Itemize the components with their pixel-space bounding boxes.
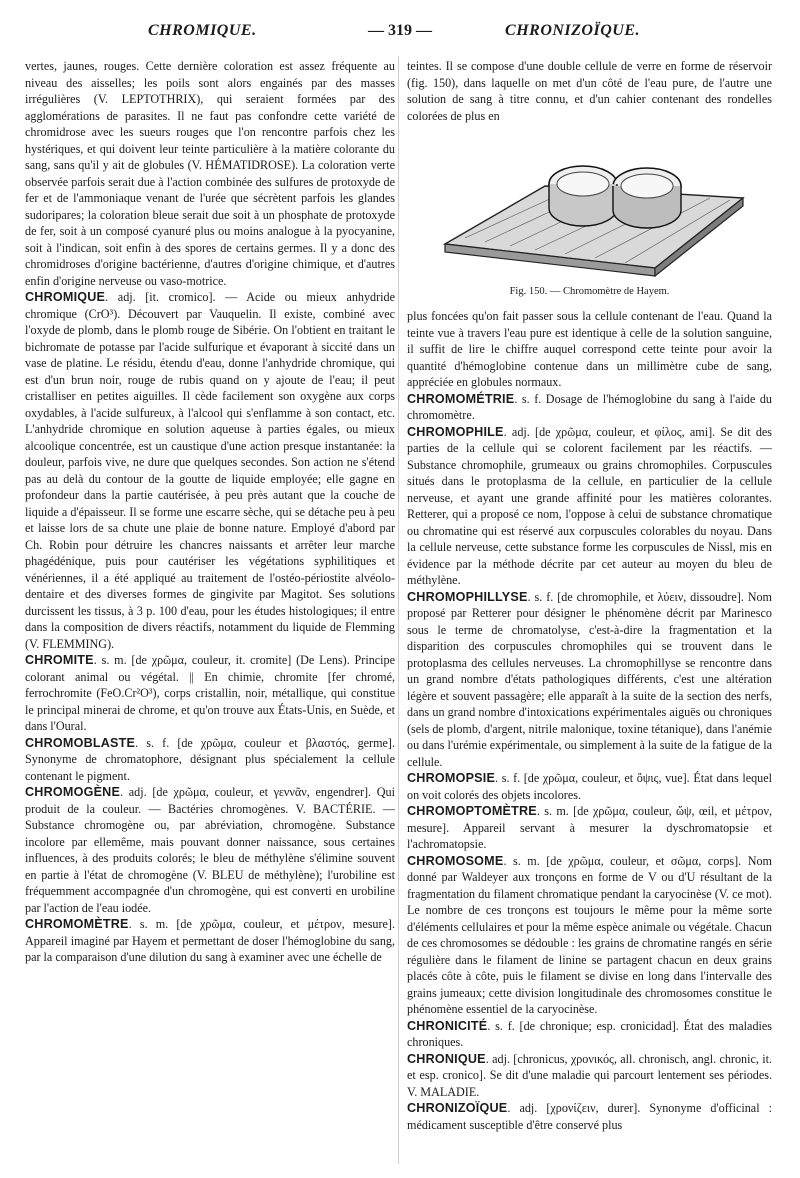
dictionary-entry bbox=[407, 853, 772, 1018]
entry-text: . adj. [de χρῶμα, couleur, et γεννᾶν, engendrer]. Qui produit de la couleur. — Bactéries chromogènes. V. BACTÉRIE. — Substance chromogène ou, par abréviation, chromogène. Substance incolore par ellemême, mais pouvant donner naissance, sous certaines influences, à des produits colorés; le bleu de méthylène s'élimine souvent en partie à l'état de chromogène (V. BLEU de méthylène); l'urobiline est fréquemment accompagnée d'un chromogène, qui est converti en urobiline par l'action de l'eau iodée. bbox=[25, 785, 395, 915]
entry-term: CHROMOMÉTRIE bbox=[407, 391, 515, 406]
entry-term: CHROMOGÈNE bbox=[25, 785, 121, 799]
entry-text: . s. f. [de chromophile, et λύειν, dissoudre]. Nom proposé par Retterer pour désigner le phénomène décrit par Marinesco sous le terme de chromatolyse, c'est-à-dire la fragmentation et la disparition des corpuscules chromophiles qui se trouvent dans le protoplasma des cellules nerveuses. La chromophillyse se rencontre dans un grand nombre d'états pathologiques différents, c'est une altération légère et souvent passagère; elle apparaît à la suite de la section des nerfs, dans un grand nombre d'intoxications expérimentales aiguës ou chroniques (sels de plomb, d'argent, nitrile malonique, toxine tétanique), dans l'anémie ou dans l'urémie expérimentale, ou simplement à la suite de la fatigue de la cellule. bbox=[407, 589, 772, 769]
dictionary-entry bbox=[407, 1100, 772, 1133]
dictionary-entry bbox=[25, 289, 395, 652]
entry-text: . s. f. [de chronique; esp. cronicidad]. État des maladies chroniques. bbox=[407, 1018, 772, 1049]
entry-term: CHROMIQUE bbox=[25, 290, 106, 304]
column-divider bbox=[398, 56, 399, 1164]
dictionary-entry bbox=[25, 652, 395, 735]
entry-term: CHROMOPSIE bbox=[407, 771, 496, 785]
entry-text: . s. m. [de χρῶμα, couleur, et μέτρον, mesure]. Appareil imaginé par Hayem et permettant de doser l'hémoglobine du sang, par la comparaison d'une dilution du sang à examiner avec une échelle de bbox=[25, 917, 395, 964]
dictionary-entry bbox=[407, 1018, 772, 1051]
running-head-right: CHRONIZOÏQUE. bbox=[505, 22, 640, 39]
dictionary-entry bbox=[25, 916, 395, 966]
dictionary-entry bbox=[407, 589, 772, 771]
entry-text: . s. f. [de χρῶμα, couleur, et ὄψις, vue]. État dans lequel on voit colorés des objets incolores. bbox=[407, 771, 772, 802]
page-number: — 319 — bbox=[368, 22, 432, 39]
right-column bbox=[407, 58, 772, 1133]
dictionary-entry bbox=[407, 308, 772, 391]
page-header bbox=[28, 22, 770, 44]
entry-text: . adj. [de χρῶμα, couleur, et φίλος, ami]. Se dit des parties de la cellule qui se colorent facilement par les réactifs. — Substance chromophile, grumeaux ou grains chromophiles. Corpuscules situés dans le protoplasma de la cellule, en particulier de la cellule nerveuse, et ayant une grande affinité pour les matières colorantes. Retterer, qui a proposé ce nom, l'oppose à celui de substance chromatique ou chromatine qui est réservé aux corpuscules colorables du noyau. Dans la cellule nerveuse, cette substance forme les corpuscules de Nissl, mis en évidence par la méthode décrite par cet auteur au moyen du bleu de méthylène. bbox=[407, 424, 772, 587]
entry-term: CHROMOPHILE bbox=[407, 424, 504, 439]
entry-text: . adj. [chronicus, χρονικός, all. chronisch, angl. chronic, it. et esp. cronico]. Se dit d'une maladie qui parcourt lentement ses périodes. V. MALADIE. bbox=[407, 1051, 772, 1099]
dictionary-entry bbox=[407, 1051, 772, 1101]
entry-term: CHRONIZOÏQUE bbox=[407, 1101, 508, 1115]
entry-term: CHROMOBLASTE bbox=[25, 735, 136, 750]
dictionary-entry bbox=[407, 391, 772, 424]
dictionary-entry bbox=[407, 770, 772, 803]
entry-term: CHROMOMÈTRE bbox=[25, 917, 129, 931]
entry-term: CHROMOPHILLYSE bbox=[407, 589, 528, 604]
entry-text: plus foncées qu'on fait passer sous la cellule contenant de l'eau. Quand la teinte vue à travers l'eau pure est identique à celle de la solution sanguine, il suffit de lire le chiffre auquel correspond cette teinte pour avoir la quantité d'hémoglobine contenue dans un millimètre cube de sang, appréciée en globules normaux. bbox=[407, 309, 772, 389]
entry-text: . s. f. [de χρῶμα, couleur et βλαστός, germe]. Synonyme de chromatophore, désignant plus spécialement la cellule contenant le pigment. bbox=[25, 735, 395, 783]
figure-caption: Fig. 150. — Chromomètre de Hayem. bbox=[509, 286, 670, 297]
running-head-left: CHROMIQUE. bbox=[148, 22, 257, 39]
entry-text: . s. m. [de χρῶμα, couleur, ὤψ, œil, et μέτρον, mesure]. Appareil servant à mesurer la dyschromatopsie et l'achromatopsie. bbox=[407, 804, 772, 851]
dictionary-entry bbox=[407, 424, 772, 589]
dictionary-entry bbox=[407, 803, 772, 853]
entry-text: . adj. [χρονίζειν, durer]. Synonyme d'officinal : médicament susceptible d'être conservé plus bbox=[407, 1101, 772, 1132]
dictionary-entry bbox=[25, 735, 395, 785]
entry-text: . s. m. [de χρῶμα, couleur, et σῶμα, corps]. Nom donné par Waldeyer aux tronçons en forme de V ou d'U résultant de la fragmentation du filament chromatique pendant la caryocinèse (V. ce mot). Le nombre de ces tronçons est toujours le même pour la même sorte d'éléments cellulaires et pour la même espèce animale ou végétale. Chacun de ces chromosomes se dédouble : les grains de chromatine rangés en série régulière dans le filament de linine se partagent chacun en deux grains placés côte à côte, puis le filament se divise en long dans l'intervalle des grains jumeaux; cette division longitudinale des chromosomes constitue le phénomène essentiel de la caryocinèse. bbox=[407, 853, 772, 1016]
entry-term: CHROMOSOME bbox=[407, 853, 504, 868]
entry-text: . s. f. Dosage de l'hémoglobine du sang à l'aide du chromomètre. bbox=[407, 391, 772, 422]
entry-text: . s. m. [de χρῶμα, couleur, it. cromite] (De Lens). Principe colorant animal ou végétal. || En chimie, chromite [fer chromé, ferrochromite (FeO.Cr²O³), corps cristallin, noir, métallique, qui constitue le principal minerai de chrome, et qu'on trouve aux États-Unis, en Suède, et dans l'Oural. bbox=[25, 653, 395, 733]
dictionary-entry bbox=[25, 784, 395, 916]
entry-term: CHROMOPTOMÈTRE bbox=[407, 804, 537, 818]
entry-term: CHRONIQUE bbox=[407, 1051, 486, 1066]
left-column bbox=[25, 58, 395, 966]
entry-term: CHROMITE bbox=[25, 653, 94, 667]
chromometer-illustration bbox=[425, 126, 755, 286]
entry-term: CHRONICITÉ bbox=[407, 1018, 488, 1033]
entry-continuation: teintes. Il se compose d'une double cellule de verre en forme de réservoir (fig. 150), dans laquelle on met d'un côté de l'eau pure, de l'autre une solution de sang à titre connu, et d'un cahier contenant des rondelles colorées de plus en bbox=[407, 59, 772, 123]
dictionary-entry bbox=[25, 58, 395, 289]
entry-text: vertes, jaunes, rouges. Cette dernière coloration est assez fréquente au niveau des aisselles; les poils sont alors engainés par des masses irrégulières (V. LEPTOTHRIX), qui seraient formées par des agglomérations de parasites. Il ne faut pas confondre cette variété de chromidrose avec les sueurs rouges que l'on rencontre parfois chez les hystériques, et qui doivent leur teinte particulière à la matière colorante du sang, sans qu'il y ait de globules (V. HÉMATIDROSE). La coloration verte observée parfois serait due à l'action combinée des sulfures de protoxyde de fer et de l'ammoniaque venant de l'urée que sécrètent parfois les glandes sudoripares; la coloration bleue serait due soit à un phosphate de protoxyde de fer, soit à un composé cyanuré plus ou moins analogue à la pyocyanine, soit à l'indican, soit enfin à des spores de certains germes. Il y a donc des chromidroses d'origine bactérienne, d'autres d'origine chimique, et d'autres enfin d'origine nerveuse ou vaso-motrice. bbox=[25, 59, 395, 288]
entry-text: . adj. [it. cromico]. — Acide ou mieux anhydride chromique (CrO³). Découvert par Vauquelin. Il existe, combiné avec l'oxyde de plomb, dans le plomb rouge de Sibérie. On l'obtient en traitant le bichromate de potasse par l'acide sulfurique et évaporant à siccité dans un vase de platine. Le résidu, étendu d'eau, donne l'anhydride chromique, qui est d'un brun noir, rouge de rubis quand on y ajoute de l'eau; il peut cristalliser en petites aiguilles. Il cède facilement son oxygène aux corps oxydables, à l'acide sulfureux, à l'alcool qui s'enflamme à son contact, etc. L'anhydride chromique en solution aqueuse à parties égales, ou mieux alcoolique concentrée, est un caustique d'une action presque instantanée: la douleur, parfois vive, ne dure que quelques secondes. Son action ne s'étend pas au delà du contour de la goutte de liquide employée; elle gagne en profondeur dans la partie cautérisée, à peu près autant que la couche de liquide a d'épaisseur. Il se forme une escarre sèche, qui se détache peu à peu et laisse lors de sa chute une plaie de bonne nature. Employé d'abord par Ch. Robin pour détruire les chancres naissants et arrêter leur marche phagédénique, puis pour cautériser les végétations syphilitiques et vénériennes, il a été appliqué au traitement de l'ostéo-périostite alvéolo-dentaire et des diverses formes de gingivite par Magitot. Ses solutions durcissent les tissus, à 3 p. 100 d'eau, pour les études histologiques; il entre dans la composition de divers réactifs, notamment du liquide de Flemming (V. FLEMMING). bbox=[25, 290, 395, 651]
figure-chromometer bbox=[407, 126, 772, 304]
